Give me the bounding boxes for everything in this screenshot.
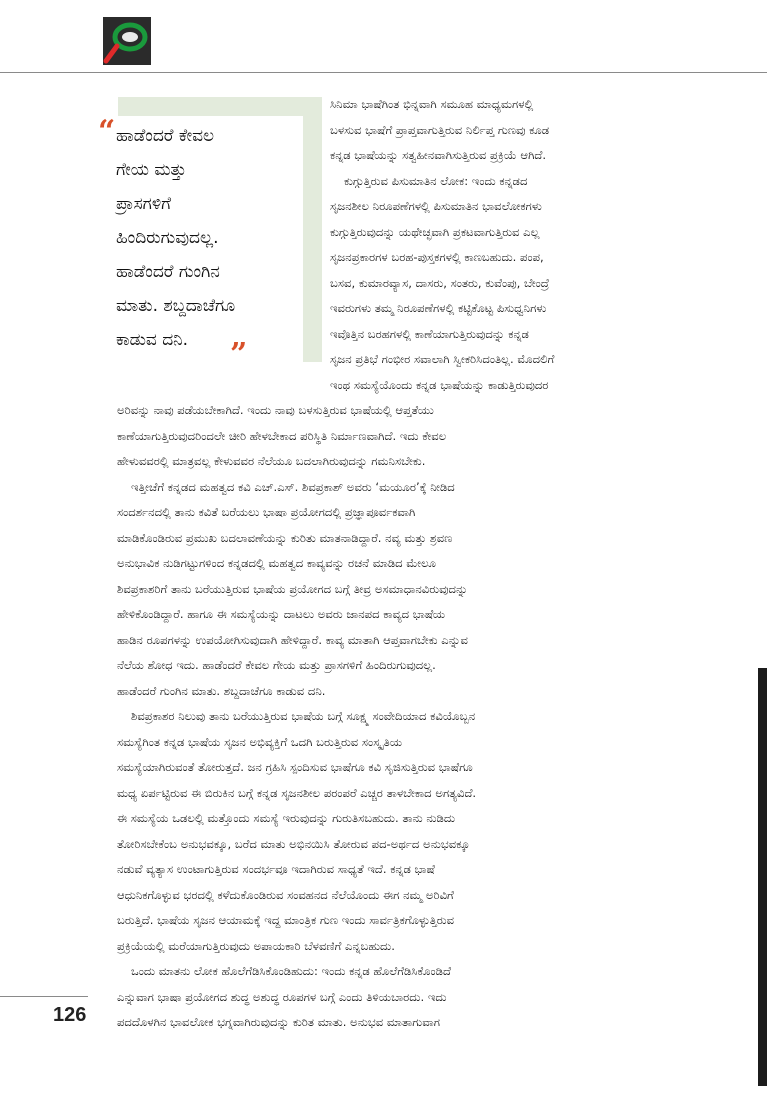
body-line: ಅರಿವನ್ನು ನಾವು ಪಡೆಯಬೇಕಾಗಿದೆ. ಇಂದು ನಾವು ಬಳಸುತ್ತಿರುವ ಭಾಷೆಯಲ್ಲಿ ಆಪ್ತತೆಯು: [117, 403, 434, 417]
body-line: ಬಸವ, ಕುಮಾರವ್ಯಾಸ, ದಾಸರು, ಸಂತರು, ಕುವೆಂಪು, ಬೇಂದ್ರೆ: [330, 276, 550, 290]
body-line: ಸಂದರ್ಶನದಲ್ಲಿ ತಾನು ಕವಿತೆ ಬರೆಯಲು ಭಾಷಾ ಪ್ರಯೋಗದಲ್ಲಿ ಪ್ರಜ್ಞಾಪೂರ್ವಕವಾಗಿ: [117, 505, 416, 519]
body-line: ಕಾಣೆಯಾಗುತ್ತಿರುವುದರಿಂದಲೇ ಚೀರಿ ಹೇಳಬೇಕಾದ ಪರಿಸ್ಥಿತಿ ನಿರ್ಮಾಣವಾಗಿದೆ. ಇದು ಕೇವಲ: [117, 429, 447, 443]
body-line: ಬಳಸುವ ಭಾಷೆಗೆ ಪ್ರಾಪ್ತವಾಗುತ್ತಿರುವ ನಿರ್ಲಿಪ್ತ ಗುಣವು ಕೂಡ: [330, 123, 550, 137]
body-line: ಕುಗ್ಗುತ್ತಿರುವ ಪಿಸುಮಾತಿನ ಲೋಕ: ಇಂದು ಕನ್ನಡದ: [344, 174, 528, 188]
quote-line: ಮಾತು. ಶಬ್ದದಾಚೆಗೂ: [116, 296, 236, 316]
body-line: ಸಮಸ್ಯೆಗಿಂತ ಕನ್ನಡ ಭಾಷೆಯ ಸೃಜನ ಅಭಿವ್ಯಕ್ತಿಗೆ ಒದಗಿ ಬರುತ್ತಿರುವ ಸಂಸ್ಕೃತಿಯ: [117, 735, 403, 749]
quote-close-mark: ”: [230, 337, 248, 372]
header-rule: [0, 72, 767, 73]
body-line: ಹೇಳುವವರಲ್ಲಿ ಮಾತ್ರವಲ್ಲ ಕೇಳುವವರ ನೆಲೆಯೂ ಬದಲಾಗಿರುವುದನ್ನು ಗಮನಿಸಬೇಕು.: [117, 454, 426, 468]
body-line: ಶಿವಪ್ರಕಾಶರಿಗೆ ತಾನು ಬರೆಯುತ್ತಿರುವ ಭಾಷೆಯ ಪ್ರಯೋಗದ ಬಗ್ಗೆ ತೀವ್ರ ಅಸಮಾಧಾನವಿರುವುದನ್ನು: [117, 582, 468, 596]
body-line: ಸೃಜನ ಪ್ರತಿಭೆ ಗಂಭೀರ ಸವಾಲಾಗಿ ಸ್ವೀಕರಿಸಿದಂತಿಲ್ಲ. ಮೊದಲಿಗೆ: [330, 352, 555, 366]
quote-open-mark: “: [98, 114, 116, 149]
body-line: ಇವೊತ್ತಿನ ಬರಹಗಳಲ್ಲಿ ಕಾಣೆಯಾಗುತ್ತಿರುವುದನ್ನು ಕನ್ನಡ: [330, 327, 529, 341]
body-line: ಈ ಸಮಸ್ಯೆಯ ಒಡಲಲ್ಲಿ ಮತ್ತೊಂದು ಸಮಸ್ಯೆ ಇರುವುದನ್ನು ಗುರುತಿಸಬಹುದು. ತಾನು ನುಡಿದು: [117, 811, 456, 825]
quote-line: ಗೇಯ ಮತ್ತು: [116, 160, 187, 180]
body-line: ಇತ್ತೀಚೆಗೆ ಕನ್ನಡದ ಮಹತ್ವದ ಕವಿ ಎಚ್.ಎಸ್. ಶಿವಪ್ರಕಾಶ್ ಅವರು ‘ಮಯೂರ’ಕ್ಕೆ ನೀಡಿದ: [131, 480, 455, 494]
body-line: ಎನ್ನುವಾಗ ಭಾಷಾ ಪ್ರಯೋಗದ ಶುದ್ಧ ಅಶುದ್ಧ ರೂಪಗಳ ಬಗ್ಗೆ ಎಂದು ತಿಳಿಯಬಾರದು. ಇದು: [117, 990, 447, 1004]
body-line: ಹೇಳಿಕೊಂಡಿದ್ದಾರೆ. ಹಾಗೂ ಈ ಸಮಸ್ಯೆಯನ್ನು ದಾಟಲು ಅವರು ಜಾನಪದ ಕಾವ್ಯದ ಭಾಷೆಯ: [117, 607, 446, 621]
body-line: ಸಮಸ್ಯೆಯಾಗಿರುವಂತೆ ತೋರುತ್ತದೆ. ಜನ ಗ್ರಹಿಸಿ ಸ್ಪಂದಿಸುವ ಭಾಷೆಗೂ ಕವಿ ಸೃಜಿಸುತ್ತಿರುವ ಭಾಷೆಗೂ: [117, 760, 473, 774]
body-line: ಇಂಥ ಸಮಸ್ಯೆಯೊಂದು ಕನ್ನಡ ಭಾಷೆಯನ್ನು ಕಾಡುತ್ತಿರುವುದರ: [330, 378, 549, 392]
body-line: ಸೃಜನಶೀಲ ನಿರೂಪಣೆಗಳಲ್ಲಿ ಪಿಸುಮಾತಿನ ಭಾವಲೋಕಗಳು: [330, 199, 542, 213]
quote-line: ಹಾಡೆಂದರೆ ಕೇವಲ: [116, 126, 215, 146]
body-line: ಪ್ರಕ್ರಿಯೆಯಲ್ಲಿ ಮರೆಯಾಗುತ್ತಿರುವುದು ಅಪಾಯಕಾರಿ ಬೆಳವಣಿಗೆ ಎನ್ನಬಹುದು.: [117, 939, 395, 953]
footer-rule: [0, 996, 88, 997]
body-line: ಮಾಡಿಕೊಂಡಿರುವ ಪ್ರಮುಖ ಬದಲಾವಣೆಯನ್ನು ಕುರಿತು ಮಾತನಾಡಿದ್ದಾರೆ. ನವ್ಯ ಮತ್ತು ಶ್ರವಣ: [117, 531, 453, 545]
body-line: ತೋರಿಸಬೇಕೆಂಬ ಅನುಭವಕ್ಕೂ, ಬರೆದ ಮಾತು ಅಭಿನಯಿಸಿ ತೋರುವ ಪದ-ಅರ್ಥದ ಅನುಭವಕ್ಕೂ: [117, 837, 470, 851]
body-line: ಸೃಜನಪ್ರಕಾರಗಳ ಬರಹ-ಪುಸ್ತಕಗಳಲ್ಲಿ ಕಾಣಬಹುದು. ಪಂಪ,: [330, 250, 544, 264]
body-line: ಬರುತ್ತಿದೆ. ಭಾಷೆಯ ಸೃಜನ ಆಯಾಮಕ್ಕೆ ಇದ್ದ ಮಾಂತ್ರಿಕ ಗುಣ ಇಂದು ಸಾರ್ವತ್ರಿಕಗೊಳ್ಳುತ್ತಿರುವ: [117, 913, 455, 927]
body-line: ಹಾಡೆಂದರೆ ಗುಂಗಿನ ಮಾತು. ಶಬ್ದದಾಚೆಗೂ ಕಾಡುವ ದನಿ.: [117, 684, 326, 698]
quote-line: ಹಿಂದಿರುಗುವುದಲ್ಲ.: [116, 228, 219, 248]
body-line: ಮಧ್ಯ ಏರ್ಪಟ್ಟಿರುವ ಈ ಬಿರುಕಿನ ಬಗ್ಗೆ ಕನ್ನಡ ಸೃಜನಶೀಲ ಪರಂಪರೆ ಎಚ್ಚರ ತಾಳಬೇಕಾದ ಅಗತ್ಯವಿದೆ.: [117, 786, 477, 800]
body-line: ನಡುವೆ ವ್ಯತ್ಯಾಸ ಉಂಟಾಗುತ್ತಿರುವ ಸಂದರ್ಭವೂ ಇದಾಗಿರುವ ಸಾಧ್ಯತೆ ಇದೆ. ಕನ್ನಡ ಭಾಷೆ: [117, 862, 435, 876]
body-line: ಒಂದು ಮಾತನು ಲೋಕ ಹೊಲೆಗೆಡಿಸಿಕೊಂಡಿಹುದು: ಇಂದು ಕನ್ನಡ ಹೊಲೆಗೆಡಿಸಿಕೊಂಡಿದೆ: [131, 964, 451, 978]
page-number: 126: [53, 1004, 87, 1026]
body-line: ಕನ್ನಡ ಭಾಷೆಯನ್ನು ಸತ್ವಹೀನವಾಗಿಸುತ್ತಿರುವ ಪ್ರಕ್ರಿಯೆ ಆಗಿದೆ.: [330, 148, 547, 162]
body-line: ಶಿವಪ್ರಕಾಶರ ನಿಲುವು ತಾನು ಬರೆಯುತ್ತಿರುವ ಭಾಷೆಯ ಬಗ್ಗೆ ಸೂಕ್ಷ್ಮ ಸಂವೇದಿಯಾದ ಕವಿಯೊಬ್ಬನ: [131, 709, 476, 723]
quote-line: ಹಾಡೆಂದರೆ ಗುಂಗಿನ: [116, 262, 220, 282]
body-line: ಆಧುನಿಕಗೊಳ್ಳುವ ಭರದಲ್ಲಿ ಕಳೆದುಕೊಂಡಿರುವ ಸಂವಹನದ ನೆಲೆಯೊಂದು ಈಗ ನಮ್ಮ ಅರಿವಿಗೆ: [117, 888, 454, 902]
body-line: ನೆಲೆಯ ಶೋಧ ಇದು. ಹಾಡೆಂದರೆ ಕೇವಲ ಗೇಯ ಮತ್ತು ಪ್ರಾಸಗಳಿಗೆ ಹಿಂದಿರುಗುವುದಲ್ಲ.: [117, 658, 436, 672]
body-line: ಹಾಡಿನ ರೂಪಗಳನ್ನು ಉಪಯೋಗಿಸುವುದಾಗಿ ಹೇಳಿದ್ದಾರೆ. ಕಾವ್ಯ ಮಾತಾಗಿ ಆಪ್ತವಾಗಬೇಕು ಎನ್ನುವ: [117, 633, 468, 647]
quote-line: ಪ್ರಾಸಗಳಿಗೆ: [116, 194, 172, 214]
body-line: ಕುಗ್ಗುತ್ತಿರುವುದನ್ನು ಯಥೇಚ್ಛವಾಗಿ ಪ್ರಕಟವಾಗುತ್ತಿರುವ ಎಲ್ಲ: [330, 225, 540, 239]
body-line: ಅನುಭಾವಿಕ ನುಡಿಗಟ್ಟುಗಳಿಂದ ಕನ್ನಡದಲ್ಲಿ ಮಹತ್ವದ ಕಾವ್ಯವನ್ನು ರಚನೆ ಮಾಡಿದ ಮೇಲೂ: [117, 556, 437, 570]
side-tab: [758, 668, 767, 1086]
body-line: ಸಿನಿಮಾ ಭಾಷೆಗಿಂತ ಭಿನ್ನವಾಗಿ ಸಮೂಹ ಮಾಧ್ಯಮಗಳಲ್ಲಿ: [330, 97, 534, 111]
magnifier-logo-icon: [103, 17, 151, 65]
quote-line: ಕಾಡುವ ದನಿ.: [116, 330, 189, 350]
body-line: ಪದದೊಳಗಿನ ಭಾವಲೋಕ ಭಗ್ನವಾಗಿರುವುದನ್ನು ಕುರಿತ ಮಾತು. ಅನುಭವ ಮಾತಾಗುವಾಗ: [117, 1015, 441, 1029]
body-line: ಇವರುಗಳು ತಮ್ಮ ನಿರೂಪಣೆಗಳಲ್ಲಿ ಕಟ್ಟಿಕೊಟ್ಟ ಪಿಸುಧ್ವನಿಗಳು: [330, 301, 547, 315]
